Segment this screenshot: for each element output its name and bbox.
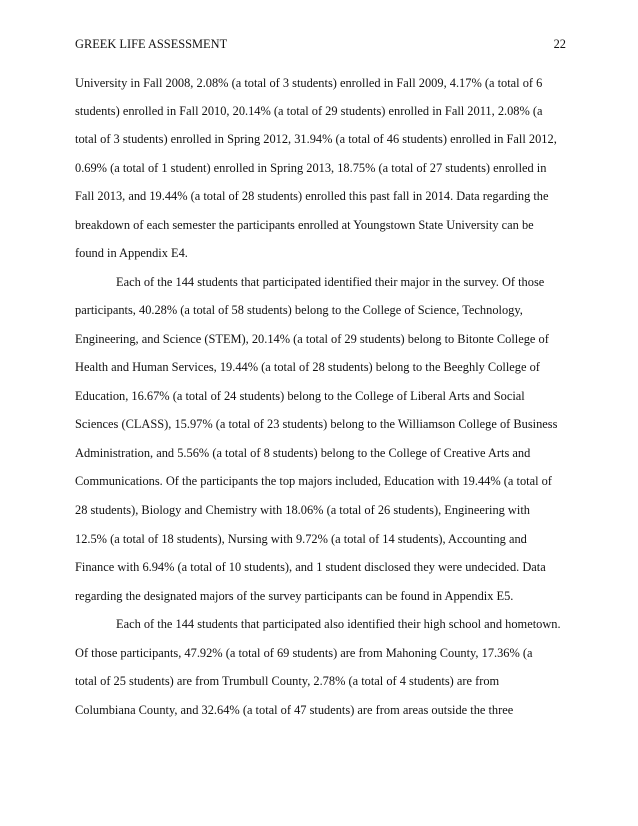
body-line: Finance with 6.94% (a total of 10 students), and 1 student disclosed they were undecided. Data <box>75 560 546 574</box>
body-line: Communications. Of the participants the top majors included, Education with 19.44% (a total of <box>75 474 552 488</box>
body-line: participants, 40.28% (a total of 58 students) belong to the College of Science, Technology, <box>75 303 523 317</box>
body-line: total of 3 students) enrolled in Spring 2012, 31.94% (a total of 46 students) enrolled in Fall 2012, <box>75 132 557 146</box>
body-line: Health and Human Services, 19.44% (a total of 28 students) belong to the Beeghly College of <box>75 360 540 374</box>
body-line: Of those participants, 47.92% (a total of 69 students) are from Mahoning County, 17.36% (a <box>75 646 533 660</box>
paragraph-first-line: Each of the 144 students that participated also identified their high school and hometown. <box>116 617 561 631</box>
paragraph-first-line: Each of the 144 students that participated identified their major in the survey. Of those <box>116 275 545 289</box>
body-line: Sciences (CLASS), 15.97% (a total of 23 students) belong to the Williamson College of Business <box>75 417 558 431</box>
body-line: regarding the designated majors of the survey participants can be found in Appendix E5. <box>75 589 514 603</box>
body-line: 0.69% (a total of 1 student) enrolled in Spring 2013, 18.75% (a total of 27 students) enrolled in <box>75 161 547 175</box>
page-number: 22 <box>553 37 566 51</box>
body-line: University in Fall 2008, 2.08% (a total of 3 students) enrolled in Fall 2009, 4.17% (a total of 6 <box>75 76 543 90</box>
body-line: 28 students), Biology and Chemistry with 18.06% (a total of 26 students), Engineering with <box>75 503 530 517</box>
body-line: Education, 16.67% (a total of 24 students) belong to the College of Liberal Arts and Social <box>75 389 525 403</box>
body-line: Columbiana County, and 32.64% (a total of 47 students) are from areas outside the three <box>75 703 514 717</box>
body-line: breakdown of each semester the participants enrolled at Youngstown State University can be <box>75 218 534 232</box>
body-line: found in Appendix E4. <box>75 246 188 260</box>
body-line: Fall 2013, and 19.44% (a total of 28 students) enrolled this past fall in 2014. Data regarding the <box>75 189 549 203</box>
body-line: students) enrolled in Fall 2010, 20.14% (a total of 29 students) enrolled in Fall 2011, 2.08% (a <box>75 104 543 118</box>
running-head-title: GREEK LIFE ASSESSMENT <box>75 37 228 51</box>
body-line: Administration, and 5.56% (a total of 8 students) belong to the College of Creative Arts and <box>75 446 531 460</box>
body-line: total of 25 students) are from Trumbull County, 2.78% (a total of 4 students) are from <box>75 674 500 688</box>
body-line: 12.5% (a total of 18 students), Nursing with 9.72% (a total of 14 students), Accounting and <box>75 532 527 546</box>
running-header <box>75 36 566 52</box>
body-line: Engineering, and Science (STEM), 20.14% (a total of 29 students) belong to Bitonte College of <box>75 332 549 346</box>
